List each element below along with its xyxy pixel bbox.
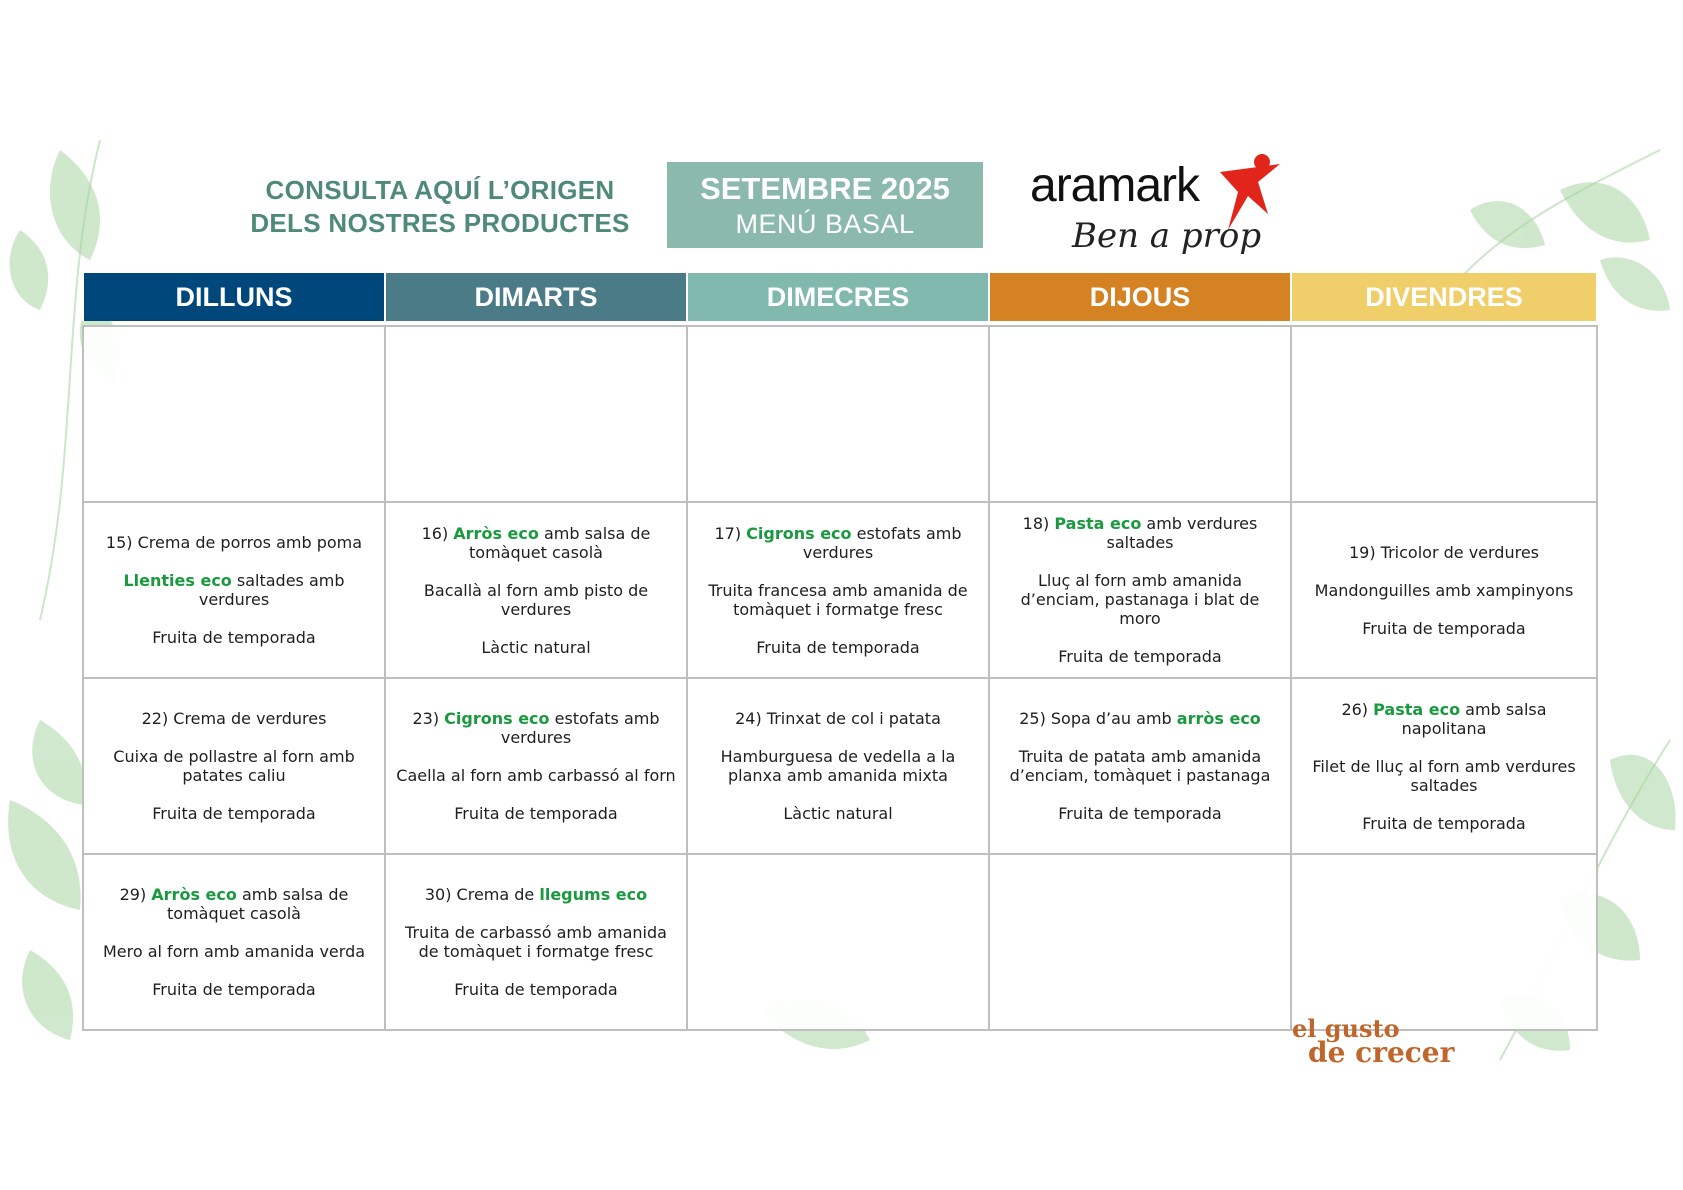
- dish-text: 16): [421, 523, 454, 543]
- weekday-header-row: [83, 273, 1597, 321]
- day-cell-dimecres: [687, 326, 989, 502]
- dish-text: 15) Crema de porros amb poma: [105, 533, 363, 552]
- dish-line: [94, 571, 374, 609]
- dish-line: [94, 628, 374, 647]
- aramark-logo: aramark: [1030, 159, 1200, 212]
- eco-ingredient: arròs eco: [1176, 709, 1261, 728]
- dish-text: Fruita de temporada: [152, 980, 316, 999]
- dish-line: [94, 747, 374, 785]
- dish-line: [94, 709, 374, 728]
- dish-text: Filet de lluç al forn amb verdures saltades: [1312, 756, 1576, 795]
- dish-text: 29): [119, 885, 152, 904]
- dish-text: estofats amb verdures: [802, 523, 962, 562]
- day-cell-divendres: [1291, 502, 1597, 678]
- dish-text: amb salsa de tomàquet casolà: [469, 523, 651, 562]
- day-cell-dimarts: [385, 854, 687, 1030]
- day-cell-dimarts: [385, 326, 687, 502]
- dish-line: [396, 524, 676, 562]
- dish-text: Làctic natural: [481, 637, 591, 657]
- day-cell-divendres: [1291, 678, 1597, 854]
- dish-text: Fruita de temporada: [1362, 813, 1526, 833]
- month-title: SETEMBRE 2025: [700, 171, 950, 206]
- dish-line: [698, 638, 978, 657]
- dish-text: 18): [1022, 514, 1055, 533]
- dish-line: [1302, 814, 1586, 833]
- dish-line: [1000, 747, 1280, 785]
- dish-text: Truita francesa amb amanida de tomàquet i formatge fresc: [708, 580, 968, 619]
- dish-line: [1302, 757, 1586, 795]
- dish-text: Fruita de temporada: [152, 628, 316, 647]
- dish-text: 23): [412, 709, 445, 728]
- dish-text: Fruita de temporada: [454, 980, 618, 999]
- dish-line: [1000, 804, 1280, 823]
- dish-text: 26): [1341, 699, 1374, 719]
- day-header-divendres: DIVENDRES: [1291, 273, 1597, 321]
- dish-line: [396, 638, 676, 657]
- dish-text: Fruita de temporada: [1058, 647, 1222, 666]
- dish-line: [698, 581, 978, 619]
- eco-ingredient: Arròs eco: [453, 523, 539, 543]
- dish-text: Truita de patata amb amanida d’enciam, tomàquet i pastanaga: [1009, 747, 1271, 785]
- dish-line: [1000, 647, 1280, 666]
- dish-line: [698, 747, 978, 785]
- eco-ingredient: Arròs eco: [151, 885, 237, 904]
- dish-text: Làctic natural: [783, 804, 893, 823]
- dish-line: [396, 923, 676, 961]
- day-cell-dimarts: [385, 502, 687, 678]
- dish-line: [396, 885, 676, 904]
- dish-line: [698, 804, 978, 823]
- day-cell-dimarts: [385, 678, 687, 854]
- month-banner: [667, 162, 983, 248]
- dish-line: [1000, 709, 1280, 728]
- week-row: [83, 502, 1597, 678]
- day-cell-dijous: [989, 326, 1291, 502]
- dish-text: Bacallà al forn amb pisto de verdures: [423, 580, 649, 619]
- day-cell-dimecres: [687, 502, 989, 678]
- dish-text: Fruita de temporada: [1362, 618, 1526, 638]
- eco-ingredient: llegums eco: [539, 885, 648, 904]
- dish-line: [1302, 543, 1586, 562]
- dish-line: [94, 533, 374, 552]
- dish-text: amb verdures saltades: [1106, 514, 1258, 552]
- week-row: [83, 326, 1597, 502]
- origin-heading[interactable]: [240, 174, 640, 240]
- dish-text: 30) Crema de: [424, 885, 540, 904]
- dish-text: Lluç al forn amb amanida d’enciam, pastanaga i blat de moro: [1020, 571, 1260, 628]
- dish-text: Fruita de temporada: [454, 804, 618, 823]
- dish-line: [396, 766, 676, 785]
- eco-ingredient: Cigrons eco: [746, 523, 852, 543]
- day-header-dimecres: DIMECRES: [687, 273, 989, 321]
- week-row: [83, 854, 1597, 1030]
- dish-text: estofats amb verdures: [500, 709, 660, 747]
- dish-text: saltades amb verdures: [198, 571, 345, 609]
- dish-line: [396, 709, 676, 747]
- dish-line: [1000, 514, 1280, 552]
- eco-ingredient: Cigrons eco: [444, 709, 550, 728]
- day-cell-dijous: [989, 854, 1291, 1030]
- footer-logo-line2: de crecer: [1308, 1036, 1455, 1069]
- day-header-dimarts: DIMARTS: [385, 273, 687, 321]
- dish-text: 17): [714, 523, 747, 543]
- menu-calendar: [82, 273, 1598, 1031]
- eco-ingredient: Pasta eco: [1373, 699, 1461, 719]
- dish-line: [1302, 700, 1586, 738]
- origin-heading-line2: DELS NOSTRES PRODUCTES: [250, 208, 630, 238]
- dish-text: Mandonguilles amb xampinyons: [1314, 580, 1574, 600]
- dish-line: [698, 709, 978, 728]
- dish-text: 25) Sopa d’au amb: [1019, 709, 1177, 728]
- day-cell-dimecres: [687, 678, 989, 854]
- day-cell-dilluns: [83, 326, 385, 502]
- day-cell-divendres: [1291, 326, 1597, 502]
- dish-text: Fruita de temporada: [1058, 804, 1222, 823]
- day-header-dijous: DIJOUS: [989, 273, 1291, 321]
- day-cell-dijous: [989, 678, 1291, 854]
- dish-text: 22) Crema de verdures: [141, 709, 327, 728]
- footer-logo-line1: el gusto: [1292, 1014, 1400, 1043]
- week-row: [83, 678, 1597, 854]
- dish-text: amb salsa napolitana: [1401, 699, 1547, 738]
- dish-text: 24) Trinxat de col i patata: [735, 709, 941, 728]
- dish-line: [396, 980, 676, 999]
- day-cell-dilluns: [83, 502, 385, 678]
- day-cell-dilluns: [83, 678, 385, 854]
- dish-line: [1302, 619, 1586, 638]
- dish-line: [94, 804, 374, 823]
- day-cell-divendres: [1291, 854, 1597, 1030]
- dish-text: Hamburguesa de vedella a la planxa amb amanida mixta: [720, 747, 956, 785]
- aramark-tagline: Ben a prop: [1072, 216, 1262, 256]
- el-gusto-de-crecer-logo: [1288, 1012, 1486, 1068]
- dish-text: Fruita de temporada: [756, 637, 920, 657]
- day-header-dilluns: DILLUNS: [83, 273, 385, 321]
- dish-line: [94, 942, 374, 961]
- dish-text: amb salsa de tomàquet casolà: [167, 885, 349, 923]
- dish-text: 19) Tricolor de verdures: [1348, 542, 1539, 562]
- dish-line: [396, 804, 676, 823]
- dish-text: Mero al forn amb amanida verda: [102, 942, 366, 961]
- dish-line: [94, 980, 374, 999]
- day-cell-dilluns: [83, 854, 385, 1030]
- day-cell-dijous: [989, 502, 1291, 678]
- dish-line: [396, 581, 676, 619]
- origin-heading-line1: CONSULTA AQUÍ L’ORIGEN: [265, 175, 615, 205]
- eco-ingredient: Llenties eco: [123, 571, 232, 590]
- dish-line: [94, 885, 374, 923]
- dish-line: [698, 524, 978, 562]
- dish-text: Cuixa de pollastre al forn amb patates caliu: [113, 747, 355, 785]
- menu-type: MENÚ BASAL: [735, 209, 915, 239]
- dish-text: Caella al forn amb carbassó al forn: [396, 766, 676, 785]
- dish-text: Truita de carbassó amb amanida de tomàquet i formatge fresc: [405, 923, 667, 961]
- dish-line: [1000, 571, 1280, 628]
- dish-line: [1302, 581, 1586, 600]
- day-cell-dimecres: [687, 854, 989, 1030]
- dish-text: Fruita de temporada: [152, 804, 316, 823]
- eco-ingredient: Pasta eco: [1054, 514, 1142, 533]
